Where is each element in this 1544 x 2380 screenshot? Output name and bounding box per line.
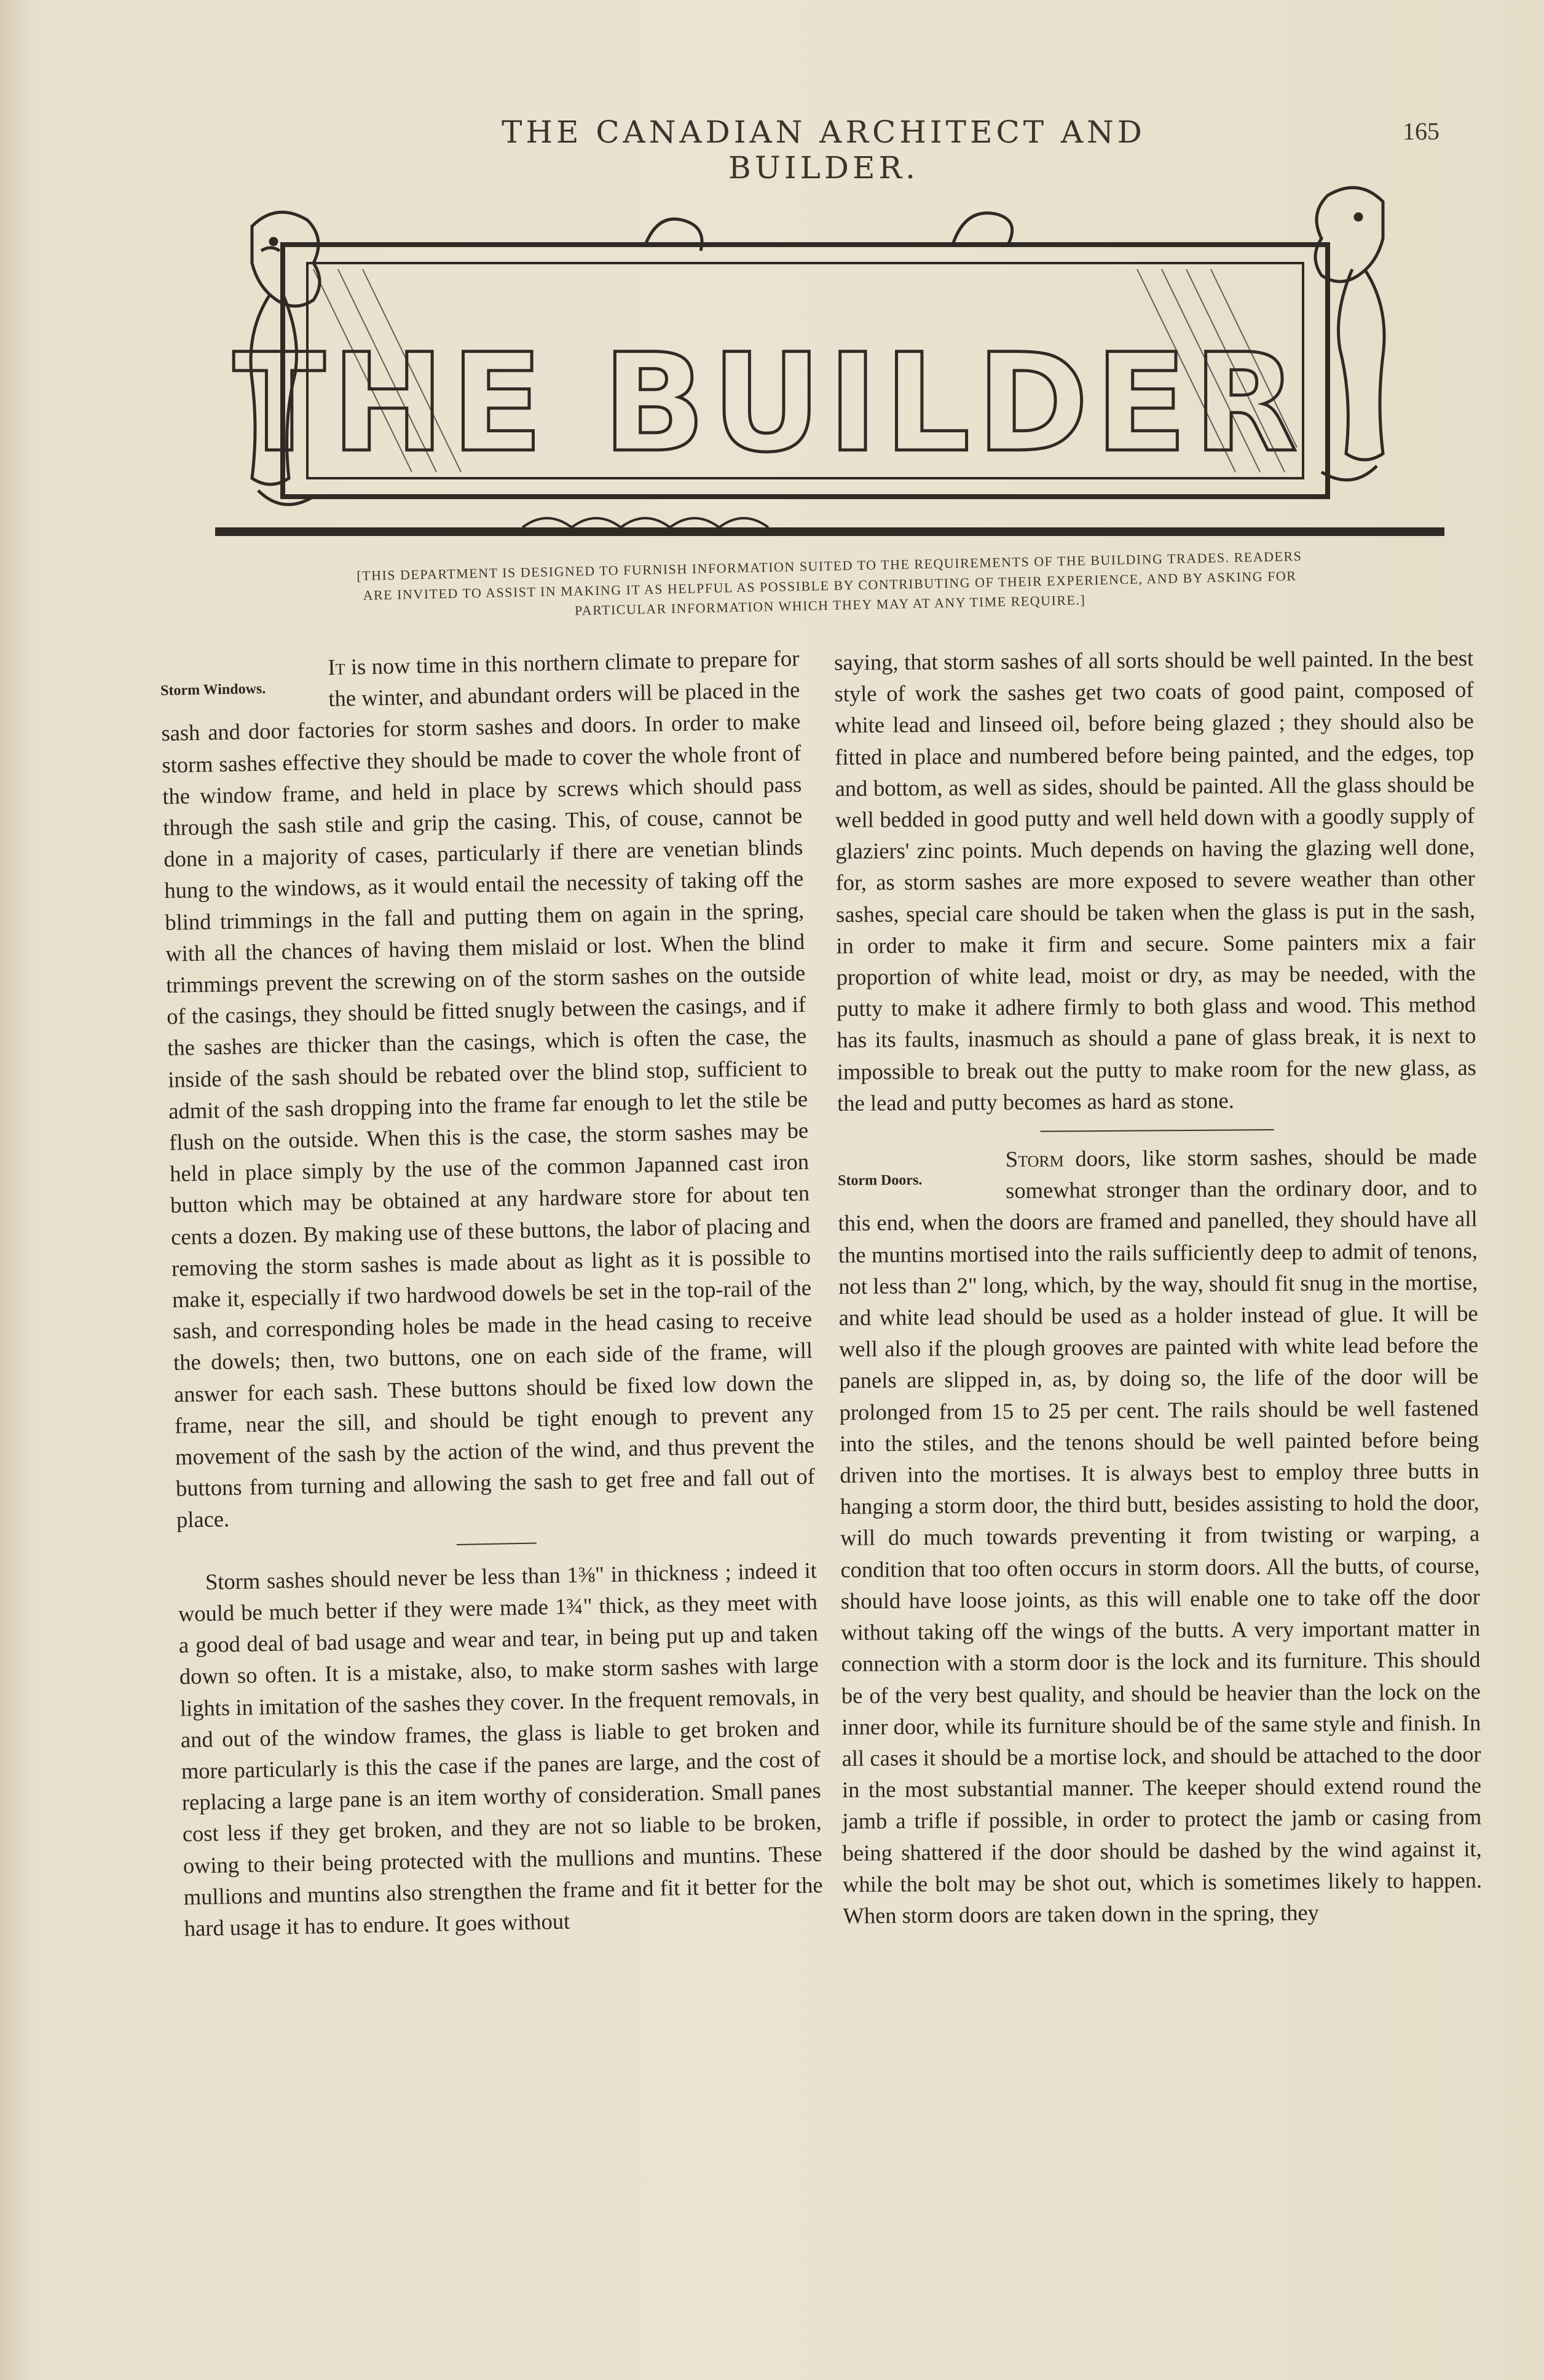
paragraph-text: is now time in this northern climate to prepare for the winter, and abundant orders will be placed in the sash and door factories for storm sashes and doors. In order to make storm sashes effective they should be made to cover the whole front of the window frame, and held in place by screws which should pass through the sash stile and grip the casing. This, of couse, cannot be done in a majority of cases, particularly if there are venetian blinds hung to the windows, as it would entail the necessity of taking off the blind trimmings in the fall and putting them on again in the spring, with all the chances of having them mislaid or lost. When the blind trimmings prevent the screwing on of the storm sashes on the outside of the casings, they should be fitted snugly between the casings, and if the sashes are thicker than the casings, which is often the case, the inside of the sash should be rebated over the blind stop, sufficient to admit of the sash dropping into the frame far enough to let the stile be flush on the outside. When this is the case, the storm sashes may be held in place simply by the use of the common Japanned cast iron button which may be obtained at any hardware store for about ten cents a dozen. By making use of these buttons, the labor of placing and removing the storm sashes is made about as light as it is possible to make it, especially if two hardwood dowels be set in the top-rail of the sash, and corresponding holes be made in the head casing to receive the dowels; then, two buttons, one on each side of the frame, will answer for each sash. These buttons should be fixed low down the frame, near the sill, and should be tight enough to prevent any movement of the sash by the action of the wind, and thus prevent the buttons from turning and allowing the sash to get free and fall out of place.: [161, 645, 816, 1533]
paragraph-text: doors, like storm sashes, should be made somewhat stronger than the ordinary door, and to this end, when the doors are framed and panelled, they should have all the muntins mortised into the rails sufficiently deep to admit of tenons, not less than 2" long, which, by the way, should fit snug in the mortise, and white lead should be used as a holder instead of glue. It will be well also if the plough grooves are painted with white lead before the panels are slipped in, as, by doing so, the life of the door will be prolonged from 15 to 25 per cent. The rails should be well fastened into the stiles, and the tenons should be well painted before being driven into the mortises. It is always best to employ three butts in hanging a storm door, the third butt, besides assisting to hold the door, will do much towards preventing it from twisting or warping, a condition that too often occurs in storm doors. All the butts, of course, should have loose joints, as this will enable one to take off the door without taking off the wings of the butts. A very important matter in connection with a storm door is the lock and its furniture. This should be of the very best quality, and should be heavier than the lock on the inner door, while its furniture should be of the same style and finish. In all cases it should be a mortise lock, and should be attached to the door in the most substantial manner. The keeper should extend round the jamb a trifle if possible, in order to protect the jamb or casing from being shattered if the door should be dashed by the wind against it, while the bolt may be shot out, which is sometimes likely to happen. When storm doors are taken down in the spring, they: [838, 1143, 1483, 1928]
section-divider: [1041, 1129, 1274, 1132]
storm-windows-paragraph-3: saying, that storm sashes of all sorts should be well painted. In the best style of work the sashes get two coats of good paint, composed of white lead and linseed oil, before being glazed ; they should also be fitted in place and numbered before being painted, and the edges, top and bottom, as well as sides, should be painted. All the glass should be well bedded in good putty and well held down with a goodly supply of glaziers' zinc points. Much depends on having the glazing well done, for, as storm sashes are more exposed to severe weather than other sashes, special care should be taken when the glass is put in the sash, in order to make it firm and secure. Some painters mix a fair proportion of white lead, moist or dry, as may be needed, with the putty to make it adhere firmly to both glass and wood. This method has its faults, inasmuch as should a pane of glass break, it is next to impossible to break out the putty to make room for the new glass, as the lead and putty becomes as hard as stone.: [834, 645, 1476, 1116]
side-heading-storm-doors: Storm Doors.: [837, 1172, 923, 1189]
page-number: 165: [1403, 117, 1440, 145]
section-divider: [457, 1542, 537, 1545]
storm-windows-paragraph-1: [160, 642, 816, 1535]
banner-title: THE BUILDER: [233, 325, 1304, 482]
right-column: [834, 642, 1483, 1931]
side-heading-storm-windows: Storm Windows.: [160, 680, 266, 699]
editorial-note: [THIS DEPARTMENT IS DESIGNED TO FURNISH INFORMATION SUITED TO THE REQUIREMENTS OF THE BUILDING TRADES. READERS ARE INVITED TO ASSIST IN MAKING IT AS HELPFUL AS POSSIBLE BY CONTRIBUTING OF THEIR EXPERIENCE, AND BY ASKING FOR PARTICULAR INFORMATION WHICH THEY MAY AT ANY TIME REQUIRE.]: [356, 548, 1302, 618]
storm-doors-paragraph-1: [838, 1140, 1483, 1931]
drop-word: It: [328, 654, 345, 680]
section-banner: [215, 171, 1444, 564]
storm-windows-paragraph-2: Storm sashes should never be less than 1⅜" in thickness ; indeed it would be much better if they were made 1¾" thick, as they meet with a good deal of bad usage and wear and tear, in being put up and taken down so often. It is a mistake, also, to make storm sashes with large lights in imitation of the sashes they cover. In the frequent removals, in and out of the window frames, the glass is liable to get broken and more particularly is this the case if the panes are large, and the cost of replacing a large pane is an item worthy of consideration. Small panes cost less if they get broken, and they are not so liable to be broken, owing to their being protected with the mullions and muntins. These mullions and muntins also strengthen the frame and fit it better for the hard usage it has to endure. It goes without: [178, 1557, 824, 1941]
left-column: [160, 642, 824, 1944]
running-title: THE CANADIAN ARCHITECT AND BUILDER.: [502, 114, 1146, 186]
drop-word: Storm: [1005, 1146, 1064, 1172]
